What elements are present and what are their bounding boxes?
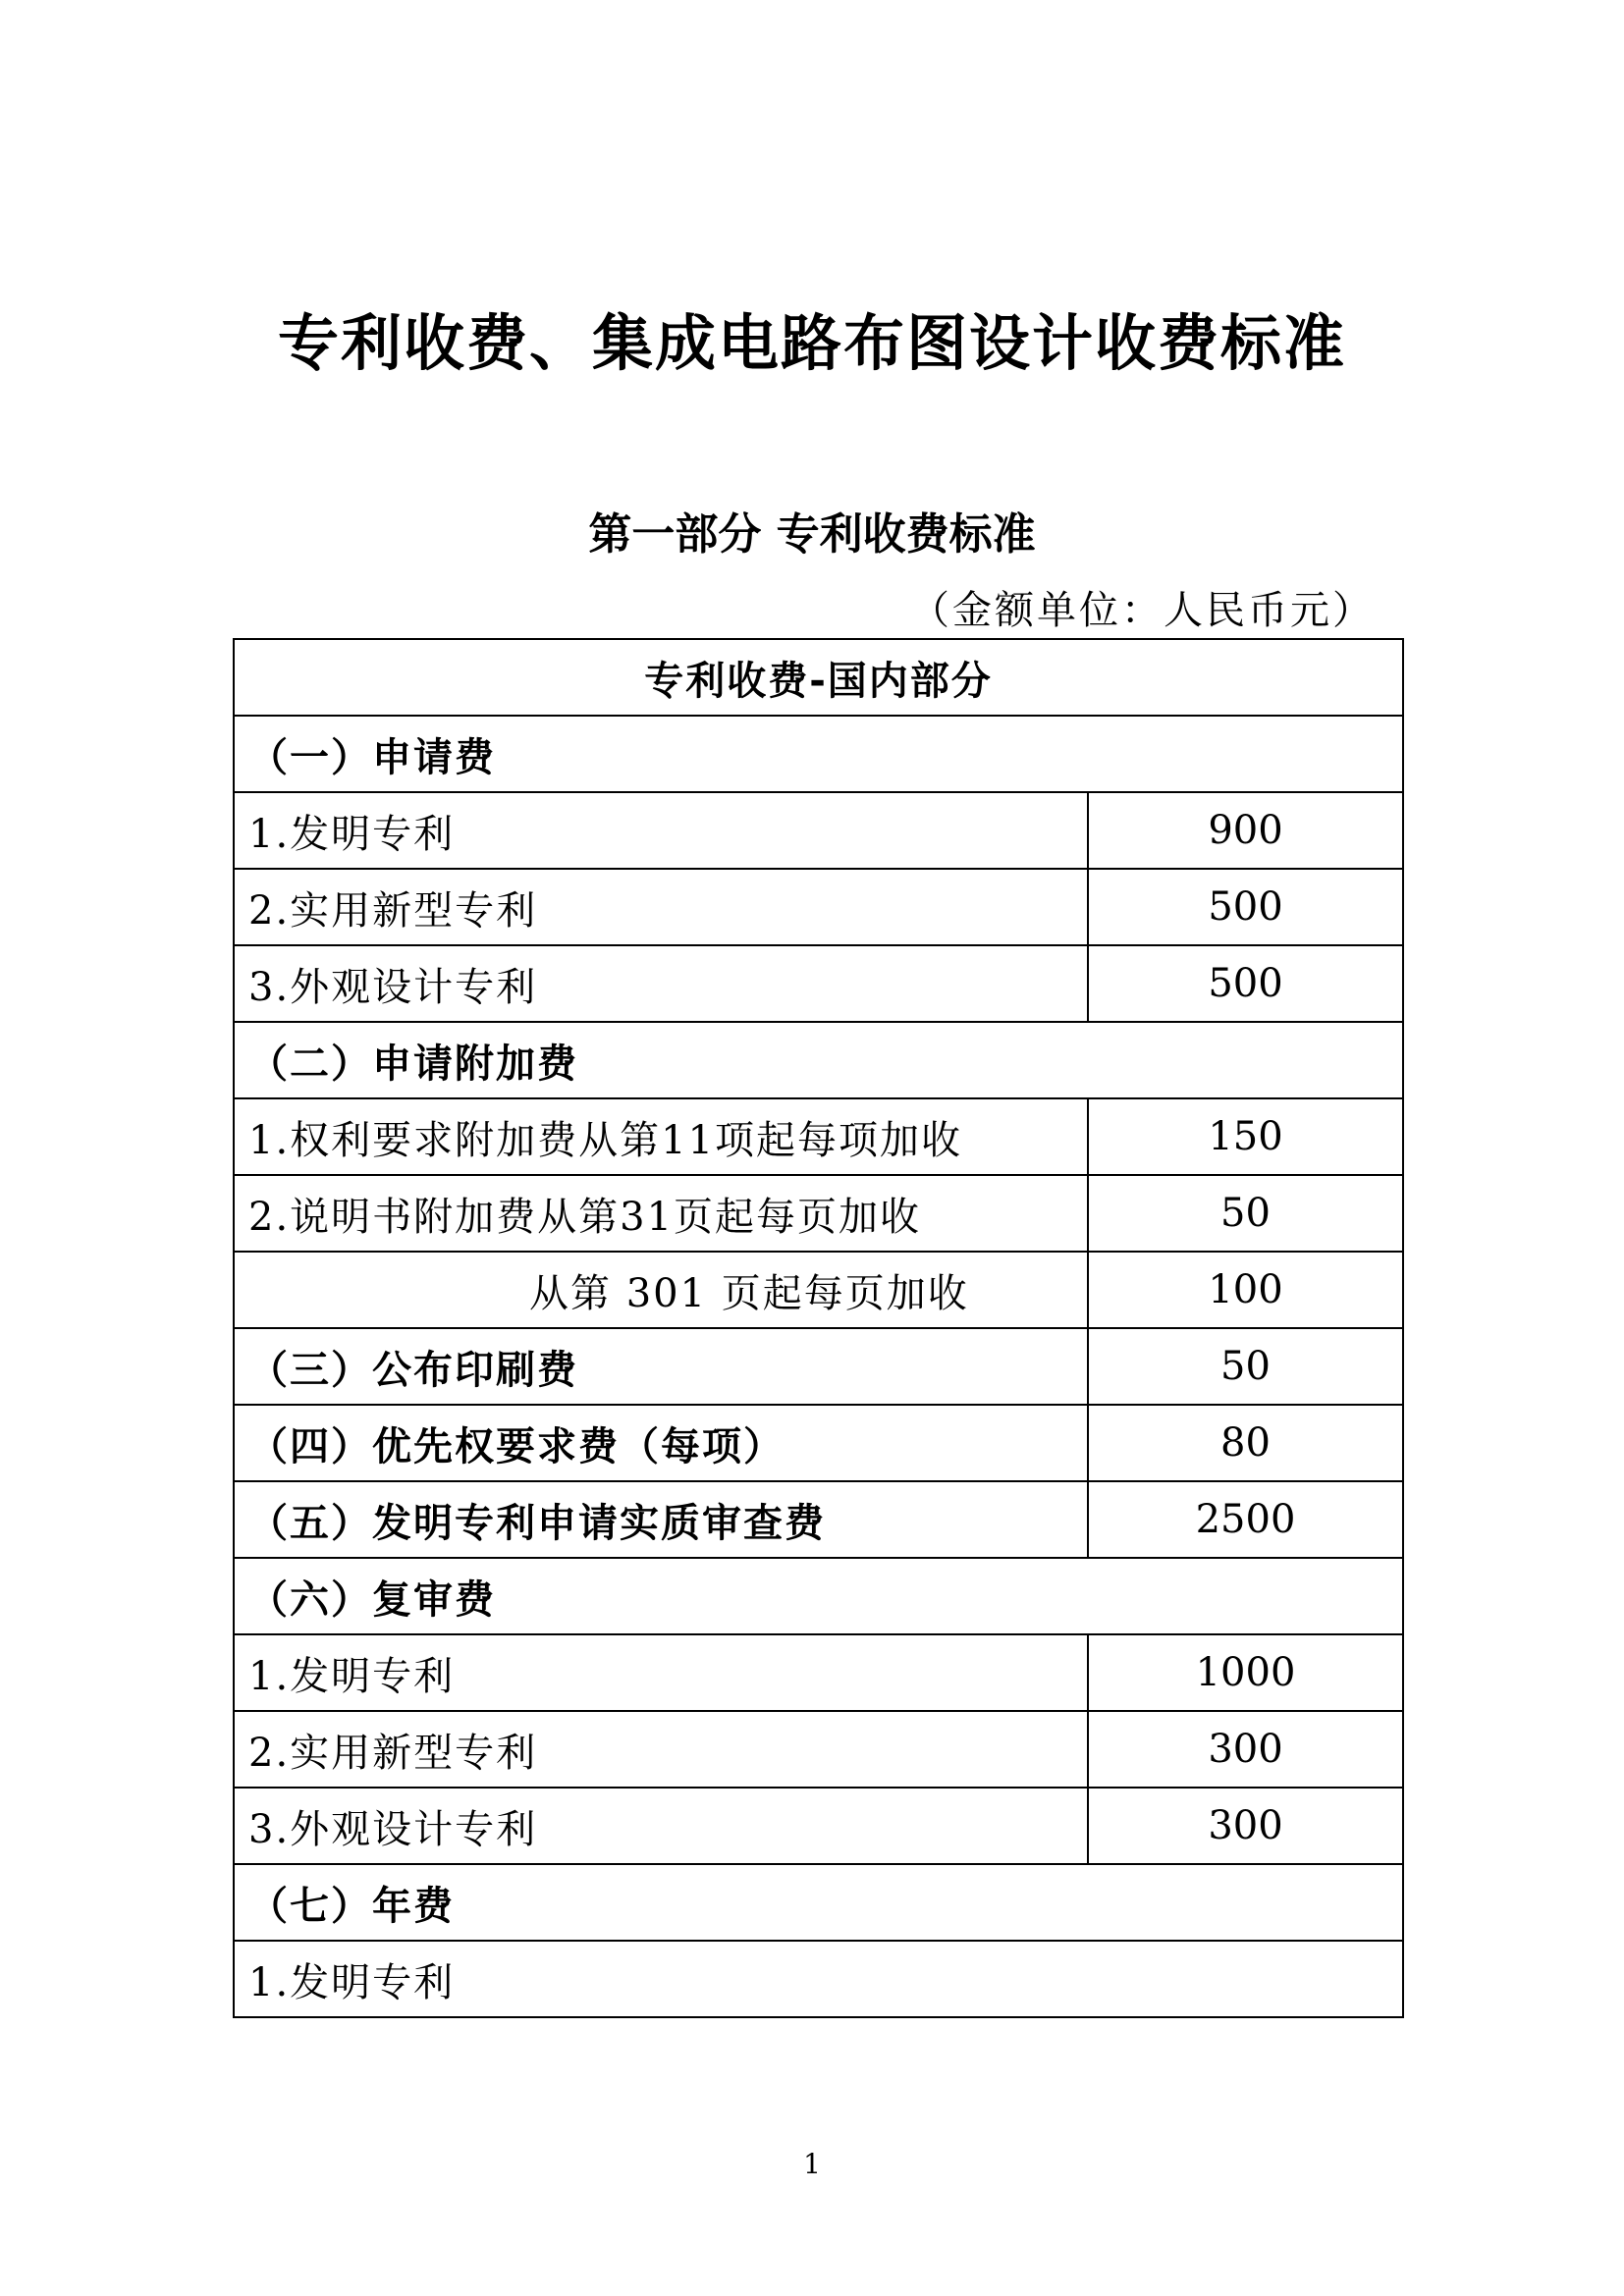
fee-amount: 50 [1088, 1328, 1403, 1405]
table-row [234, 716, 1403, 792]
table-row [234, 1941, 1403, 2017]
fee-amount: 80 [1088, 1405, 1403, 1481]
fee-item-label: 2.说明书附加费从第31页起每页加收 [234, 1175, 1088, 1252]
fee-item-label: 3.外观设计专利 [234, 945, 1088, 1022]
table-header-row [234, 639, 1403, 716]
fee-item-label: 2.实用新型专利 [234, 1711, 1088, 1788]
fee-category-label: （六）复审费 [234, 1558, 1403, 1634]
fee-amount: 100 [1088, 1252, 1403, 1328]
fee-amount: 900 [1088, 792, 1403, 869]
fee-item-label: 1.权利要求附加费从第11项起每项加收 [234, 1098, 1088, 1175]
fee-amount: 1000 [1088, 1634, 1403, 1711]
fee-category-label: （五）发明专利申请实质审查费 [234, 1481, 1088, 1558]
fee-amount: 500 [1088, 869, 1403, 945]
fee-amount: 150 [1088, 1098, 1403, 1175]
fee-amount: 300 [1088, 1711, 1403, 1788]
table-row [234, 1634, 1403, 1711]
table-row [234, 1022, 1403, 1098]
table-row [234, 869, 1403, 945]
table-row [234, 1252, 1403, 1328]
table-header: 专利收费-国内部分 [234, 639, 1403, 716]
table-row [234, 1481, 1403, 1558]
currency-unit-note: （金额单位：人民币元） [910, 588, 1375, 633]
fee-category-label: （三）公布印刷费 [234, 1328, 1088, 1405]
fee-item-label: 1.发明专利 [234, 1941, 1403, 2017]
page-title: 专利收费、集成电路布图设计收费标准 [277, 307, 1346, 379]
table-row [234, 1711, 1403, 1788]
fee-amount: 50 [1088, 1175, 1403, 1252]
fee-item-label: 1.发明专利 [234, 792, 1088, 869]
fee-item-label: 2.实用新型专利 [234, 869, 1088, 945]
section-title: 第一部分 专利收费标准 [588, 509, 1036, 560]
table-row [234, 1328, 1403, 1405]
fee-item-label: 从第 301 页起每页加收 [234, 1252, 1088, 1328]
table-row [234, 1558, 1403, 1634]
fee-amount: 300 [1088, 1788, 1403, 1864]
fee-category-label: （四）优先权要求费（每项） [234, 1405, 1088, 1481]
fee-category-label: （七）年费 [234, 1864, 1403, 1941]
table-row [234, 792, 1403, 869]
table-row [234, 1175, 1403, 1252]
fee-table [233, 638, 1404, 2018]
fee-category-label: （二）申请附加费 [234, 1022, 1403, 1098]
fee-item-label: 3.外观设计专利 [234, 1788, 1088, 1864]
fee-amount: 500 [1088, 945, 1403, 1022]
fee-category-label: （一）申请费 [234, 716, 1403, 792]
table-row [234, 1405, 1403, 1481]
fee-amount: 2500 [1088, 1481, 1403, 1558]
table-row [234, 1864, 1403, 1941]
page-number: 1 [803, 2148, 821, 2180]
table-row [234, 945, 1403, 1022]
table-row [234, 1098, 1403, 1175]
table-row [234, 1788, 1403, 1864]
fee-item-label: 1.发明专利 [234, 1634, 1088, 1711]
